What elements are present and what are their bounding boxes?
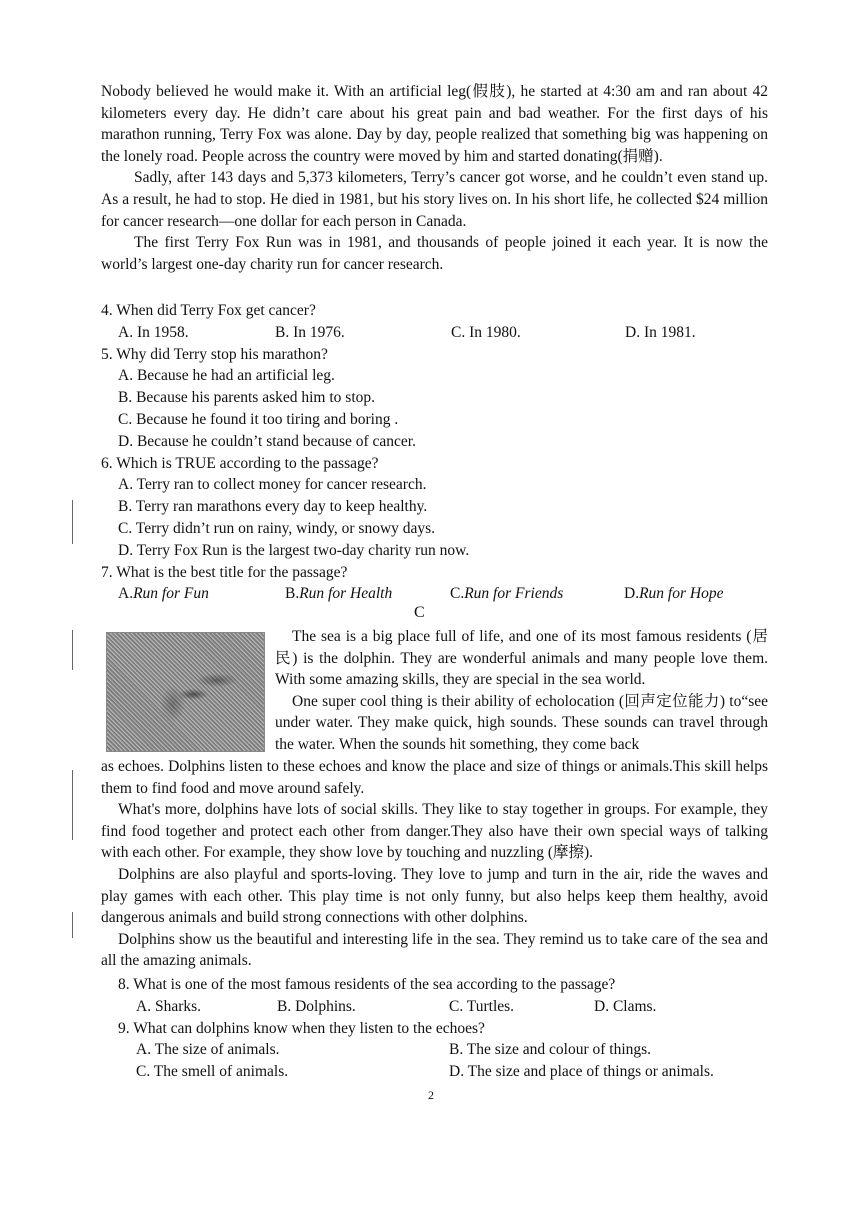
passage-c-wrap-text xyxy=(275,626,768,756)
option-b[interactable]: B.Run for Health xyxy=(285,585,393,603)
question-stem: 7. What is the best title for the passage? xyxy=(101,563,348,581)
question-stem: 9. What can dolphins know when they listen to the echoes? xyxy=(118,1019,485,1037)
binding-mark xyxy=(72,770,73,840)
option-a[interactable]: A. Sharks. xyxy=(136,997,202,1015)
question-stem: 4. When did Terry Fox get cancer? xyxy=(101,302,316,319)
passage-b-paragraph-1: Nobody believed he would make it. With an artificial leg(假肢), he started at 4:30 am and ran about 42 kilometers every day. He didn’t care about his great pain and bad weather. For the first days of his marathon running, Terry Fox was alone. Day by day, people realized that something big was happening on the lonely road. People across the country were moved by him and started donating(捐赠). xyxy=(101,83,768,165)
passage-c-paragraph-3: What's more, dolphins have lots of social skills. They like to stay together in groups. For example, they find food together and protect each other from danger.They also have their own special ways of talking with each other. For example, they show love by touching and nuzzling (摩擦). xyxy=(101,801,768,862)
option-d[interactable]: D. Clams. xyxy=(594,997,657,1015)
option-b[interactable]: B. In 1976. xyxy=(275,323,345,341)
option-b[interactable]: B. Dolphins. xyxy=(277,997,356,1015)
passage-b xyxy=(101,81,768,275)
option-c[interactable]: C. In 1980. xyxy=(451,323,521,341)
option-a[interactable]: A. The size of animals. xyxy=(136,1041,280,1059)
passage-c-paragraph-4: Dolphins are also playful and sports-loving. They love to jump and turn in the air, ride the waves and play games with each other. This play time is not only funny, but also helps keep them healthy, avoid dangerous animals and build strong connections with other dolphins. xyxy=(101,865,768,927)
option-a[interactable]: A. Because he had an artificial leg. xyxy=(118,367,335,385)
question-7 xyxy=(101,562,768,606)
passage-c-body xyxy=(101,756,768,972)
option-b[interactable]: B. The size and colour of things. xyxy=(449,1041,652,1059)
option-a[interactable]: A. Terry ran to collect money for cancer research. xyxy=(118,476,427,494)
option-d[interactable]: D.Run for Hope xyxy=(624,585,724,603)
passage-c-paragraph-2a: One super cool thing is their ability of echolocation (回声定位能力) to“see under water. They make quick, high sounds. These sounds can travel through the water. When the sounds hit something, they come back xyxy=(275,692,768,753)
passage-c-paragraph-2b: as echoes. Dolphins listen to these echoes and know the place and size of things or animals.This skill helps them to find food and move around safely. xyxy=(101,758,768,797)
question-9 xyxy=(101,1018,768,1083)
option-c[interactable]: C. Turtles. xyxy=(449,997,515,1015)
option-c[interactable]: C. Terry didn’t run on rainy, windy, or snowy days. xyxy=(118,519,436,537)
option-d[interactable]: D. Terry Fox Run is the largest two-day charity run now. xyxy=(118,541,470,559)
passage-b-paragraph-2: Sadly, after 143 days and 5,373 kilometers, Terry’s cancer got worse, and he couldn’t even stand up. As a result, he had to stop. He died in 1981, but his story lives on. In his short life, he collected $24 million for cancer research—one dollar for each person in Canada. xyxy=(101,169,768,230)
options-row xyxy=(101,996,768,1018)
questions-4-7 xyxy=(101,300,768,605)
section-c-heading: C xyxy=(414,604,425,621)
question-stem: 6. Which is TRUE according to the passage? xyxy=(101,454,379,472)
option-d[interactable]: D. The size and place of things or animals. xyxy=(449,1063,714,1081)
question-8 xyxy=(101,974,768,1018)
passage-c-paragraph-1: The sea is a big place full of life, and one of its most famous residents (居民) is the dolphin. They are wonderful animals and many people love them. With some amazing skills, they are special in the sea world. xyxy=(275,628,768,689)
option-c[interactable]: C. The smell of animals. xyxy=(136,1063,289,1081)
option-a[interactable]: A.Run for Fun xyxy=(118,585,209,603)
binding-mark xyxy=(72,912,73,938)
question-4 xyxy=(101,300,768,344)
question-6 xyxy=(101,453,768,562)
page-number: 2 xyxy=(428,1088,434,1102)
option-b[interactable]: B. Because his parents asked him to stop. xyxy=(118,389,375,407)
option-c[interactable]: C. Because he found it too tiring and boring . xyxy=(118,410,399,428)
option-a[interactable]: A. In 1958. xyxy=(118,323,189,341)
option-d[interactable]: D. In 1981. xyxy=(625,323,696,341)
options-row xyxy=(101,322,768,344)
option-c[interactable]: C.Run for Friends xyxy=(450,585,564,603)
options-row xyxy=(101,583,768,605)
options-row xyxy=(101,1061,768,1083)
option-d[interactable]: D. Because he couldn’t stand because of cancer. xyxy=(118,432,416,450)
questions-8-9 xyxy=(101,974,768,1083)
question-stem: 8. What is one of the most famous residents of the sea according to the passage? xyxy=(118,976,616,993)
option-b[interactable]: B. Terry ran marathons every day to keep healthy. xyxy=(118,498,428,516)
passage-c-paragraph-5: Dolphins show us the beautiful and interesting life in the sea. They remind us to take care of the sea and all the amazing animals. xyxy=(101,930,768,970)
options-row xyxy=(101,1039,768,1061)
binding-mark xyxy=(72,630,73,670)
question-5 xyxy=(101,344,768,453)
question-stem: 5. Why did Terry stop his marathon? xyxy=(101,345,328,363)
dolphin-image xyxy=(106,632,265,752)
binding-mark xyxy=(72,500,73,544)
passage-b-paragraph-3: The first Terry Fox Run was in 1981, and thousands of people joined it each year. It is now the world’s largest one-day charity run for cancer research. xyxy=(101,234,768,273)
